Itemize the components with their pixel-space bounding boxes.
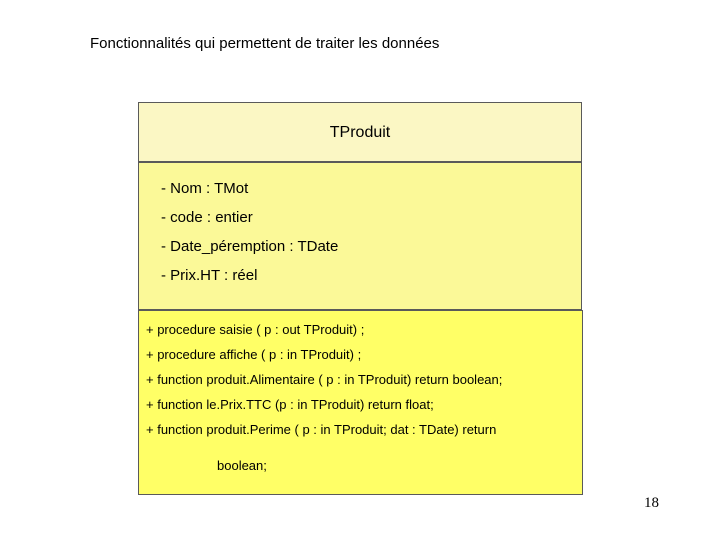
method-continuation: boolean; (217, 458, 267, 473)
slide-heading: Fonctionnalités qui permettent de traiter les données (90, 35, 440, 52)
attribute-item: - Date_péremption : TDate (161, 238, 339, 255)
class-name-section (138, 102, 582, 162)
attribute-item: - Prix.HT : réel (161, 267, 258, 284)
attributes-section (138, 162, 582, 310)
attribute-list (161, 176, 338, 292)
methods-section (138, 310, 583, 495)
class-name: TProduit (329, 124, 391, 141)
method-item: + function produit.Alimentaire ( p : in TProduit) return boolean; (146, 372, 503, 387)
method-list (146, 320, 502, 445)
method-item: + procedure affiche ( p : in TProduit) ; (146, 347, 362, 362)
page-number: 18 (644, 495, 659, 511)
method-item: + function le.Prix.TTC (p : in TProduit) return float; (146, 397, 434, 412)
attribute-item: - Nom : TMot (161, 180, 249, 197)
attribute-item: - code : entier (161, 209, 253, 226)
method-item: + procedure saisie ( p : out TProduit) ; (146, 322, 365, 337)
method-item: + function produit.Perime ( p : in TProduit; dat : TDate) return (146, 422, 497, 437)
